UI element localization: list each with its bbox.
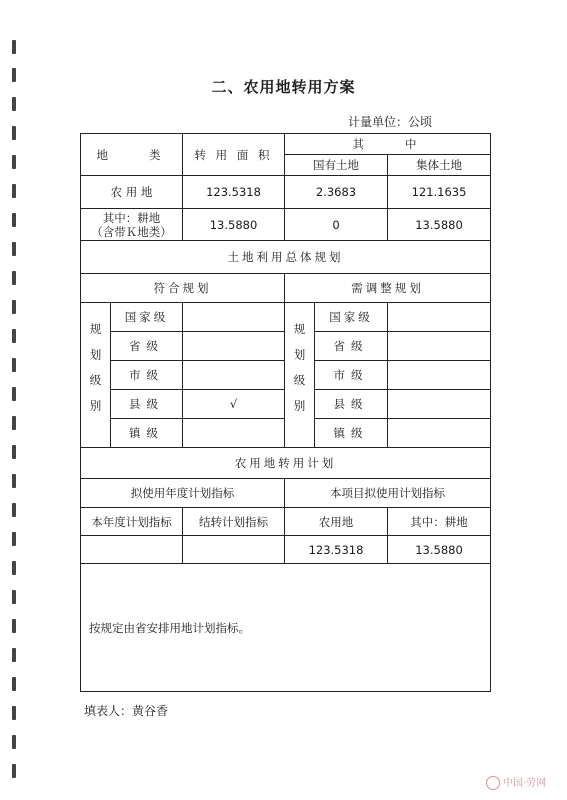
plan-note: 按规定由省安排用地计划指标。	[81, 564, 491, 692]
this-year-value	[81, 536, 183, 564]
adjust-mark-town	[388, 419, 491, 448]
seal-icon	[486, 776, 500, 790]
conform-level-city: 市级	[111, 361, 183, 390]
carried-over-value	[183, 536, 285, 564]
arable-collective: 13.5880	[388, 209, 491, 241]
conform-mark-province	[183, 332, 285, 361]
arable-area: 13.5880	[183, 209, 285, 241]
conform-level-label: 规划级别	[81, 303, 111, 448]
conform-level-national: 国家级	[111, 303, 183, 332]
adjust-level-county: 县级	[315, 390, 388, 419]
conform-mark-county: √	[183, 390, 285, 419]
conversion-plan-table	[80, 133, 491, 303]
arable-label-line2: （含带Ｋ地类）	[91, 224, 172, 239]
adjust-mark-province	[388, 332, 491, 361]
header-convert-area: 转 用 面 积	[183, 134, 285, 176]
conform-plan-header: 符合规划	[81, 274, 285, 303]
arable-state: 0	[285, 209, 388, 241]
proposed-annual-header: 拟使用年度计划指标	[81, 479, 285, 508]
header-collective: 集体土地	[388, 155, 491, 176]
conform-mark-national	[183, 303, 285, 332]
farmland-value: 123.5318	[285, 536, 388, 564]
adjust-level-city: 市级	[315, 361, 388, 390]
adjust-level-town: 镇级	[315, 419, 388, 448]
this-year-header: 本年度计划指标	[81, 508, 183, 536]
binding-holes	[8, 0, 22, 800]
conform-level-town: 镇级	[111, 419, 183, 448]
adjust-mark-county	[388, 390, 491, 419]
farmland-area: 123.5318	[183, 176, 285, 209]
conform-level-province: 省级	[111, 332, 183, 361]
adjust-mark-national	[388, 303, 491, 332]
arable-header: 其中：耕地	[388, 508, 491, 536]
row-arable-label	[81, 209, 183, 241]
adjust-mark-city	[388, 361, 491, 390]
header-land-type: 地 类	[81, 134, 183, 176]
conform-mark-city	[183, 361, 285, 390]
conversion-plan-block	[80, 447, 491, 692]
arable-value: 13.5880	[388, 536, 491, 564]
adjust-level-province: 省级	[315, 332, 388, 361]
arable-label-line1: 其中：耕地	[102, 210, 161, 225]
page-title: 二、农用地转用方案	[211, 78, 356, 96]
farmland-header: 农用地	[285, 508, 388, 536]
adjust-level-national: 国家级	[315, 303, 388, 332]
project-proposed-header: 本项目拟使用计划指标	[285, 479, 491, 508]
farmland-collective: 121.1635	[388, 176, 491, 209]
adjust-plan-header: 需调整规划	[285, 274, 491, 303]
measurement-unit: 计量单位：公顷	[348, 115, 433, 129]
watermark-text: 中国·劳网	[503, 778, 547, 789]
carried-over-header: 结转计划指标	[183, 508, 285, 536]
overall-plan-title: 土地利用总体规划	[81, 241, 491, 274]
farmland-state: 2.3683	[285, 176, 388, 209]
header-among: 其 中	[285, 134, 491, 155]
header-state-owned: 国有土地	[285, 155, 388, 176]
adjust-level-label: 规划级别	[285, 303, 315, 448]
plan-levels-table	[80, 302, 491, 448]
site-watermark	[486, 774, 546, 790]
conform-level-county: 县级	[111, 390, 183, 419]
conversion-plan-title: 农用地转用计划	[81, 448, 491, 479]
row-farmland-label: 农 用 地	[81, 176, 183, 209]
conform-mark-town	[183, 419, 285, 448]
form-filler: 填表人：黄谷香	[84, 704, 169, 718]
